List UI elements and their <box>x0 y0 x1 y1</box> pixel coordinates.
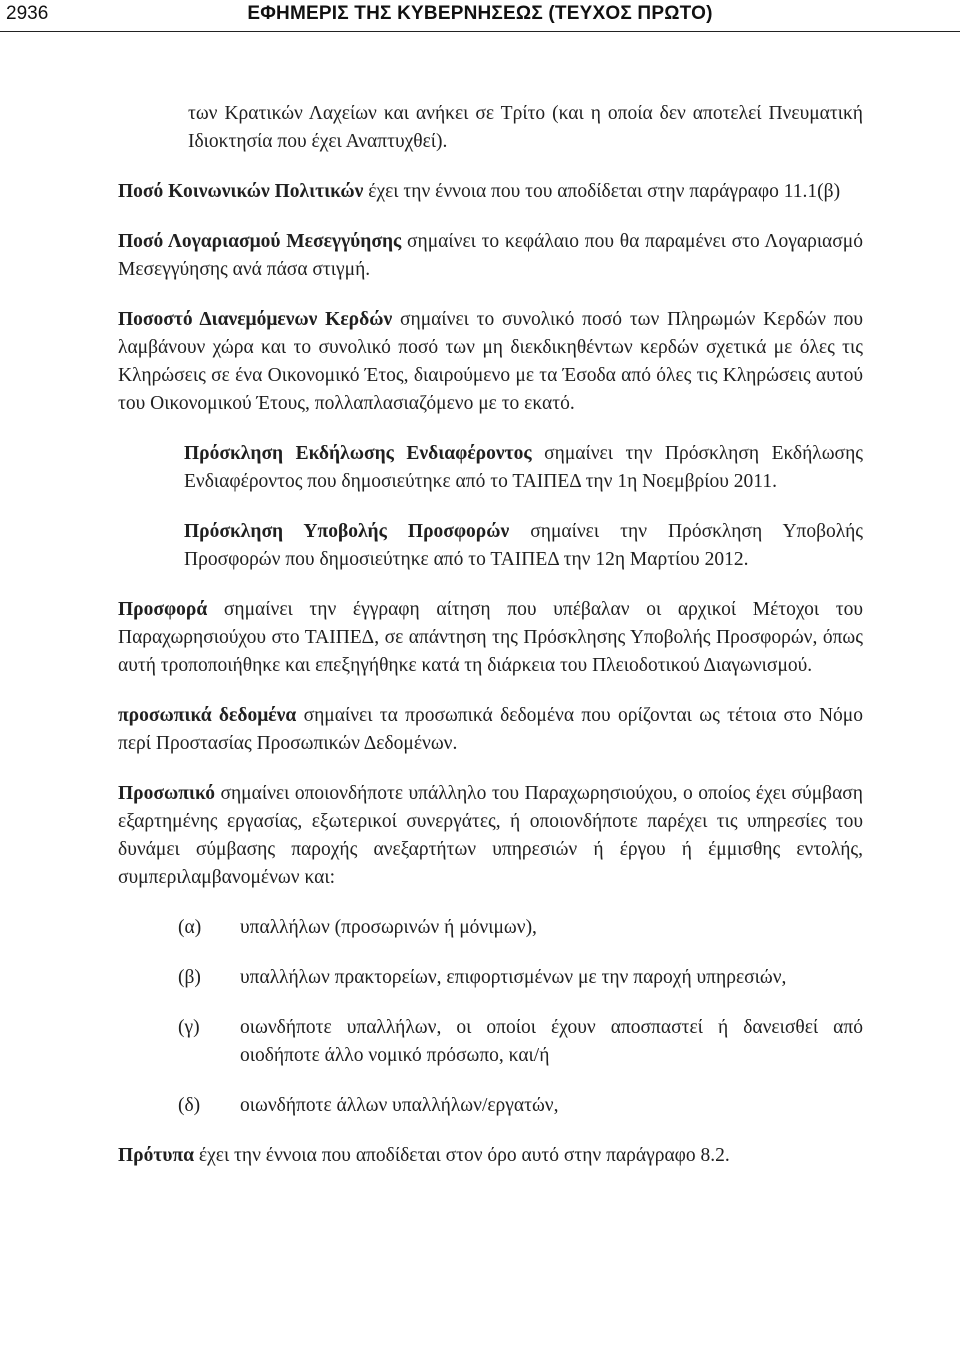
list-item-text: υπαλλήλων (προσωρινών ή μόνιμων), <box>240 917 537 938</box>
list-marker: (β) <box>178 967 201 988</box>
continuation-paragraph: των Κρατικών Λαχείων και ανήκει σε Τρίτο (και η οποία δεν αποτελεί Πνευματική Ιδιοκτησία που έχει Αναπτυχθεί). <box>188 103 863 152</box>
definition-term: Προσφορά <box>118 599 208 620</box>
definition-term: Πρόσκληση Εκδήλωσης Ενδιαφέροντος <box>184 443 532 464</box>
definition-standards <box>118 1142 863 1170</box>
list-item <box>118 964 863 992</box>
list-item <box>118 1092 863 1120</box>
definition-term: Πρότυπα <box>118 1145 195 1166</box>
list-item-text: οιωνδήποτε άλλων υπαλλήλων/εργατών, <box>240 1095 559 1116</box>
definition-text: σημαίνει το κεφάλαιο που θα παραμένει στο Λογαριασμό Μεσεγγύησης ανά πάσα στιγμή. <box>118 231 863 280</box>
definition-term: Ποσό Λογαριασμού Μεσεγγύησης <box>118 231 402 252</box>
page-number: 2936 <box>6 3 49 24</box>
definition-expression-of-interest <box>118 440 863 496</box>
definition-social-policies <box>118 178 863 206</box>
definition-term: Ποσό Κοινωνικών Πολιτικών <box>118 181 364 202</box>
list-item-text: οιωνδήποτε υπαλλήλων, οι οποίοι έχουν αποσπαστεί ή δανεισθεί από οιοδήποτε άλλο νομικό πρόσωπο, και/ή <box>240 1017 863 1066</box>
definition-term: Προσωπικό <box>118 783 215 804</box>
definition-text: σημαίνει οποιονδήποτε υπάλληλο του Παραχωρησιούχου, ο οποίος έχει σύμβαση εξαρτημένης εργασίας, εξωτερικοί συνεργάτες, ή οποιονδήποτε παρέχει τις υπηρεσίες του δυνάμει σύμβασης παροχής ανεξαρτήτων υπηρεσιών ή έργου ή έμμισθης εντολής, συμπεριλαμβανομένων και: <box>118 783 864 888</box>
definition-text: σημαίνει την Πρόσκληση Εκδήλωσης Ενδιαφέροντος που δημοσιεύτηκε από το ΤΑΙΠΕΔ την 1η Νοεμβρίου 2011. <box>184 443 863 492</box>
definition-text: σημαίνει την Πρόσκληση Υποβολής Προσφορών που δημοσιεύτηκε από το ΤΑΙΠΕΔ την 12η Μαρτίου 2012. <box>184 521 864 570</box>
definition-personnel <box>118 780 863 892</box>
list-marker: (α) <box>178 917 202 938</box>
definition-text: σημαίνει την έγγραφη αίτηση που υπέβαλαν οι αρχικοί Μέτοχοι του Παραχωρησιούχου στο ΤΑΙΠΕΔ, σε απάντηση της Πρόσκλησης Υποβολής Προσφορών, όπως αυτή τροποποιήθηκε και επεξηγήθηκε κατά τη διάρκεια του Πλειοδοτικού Διαγωνισμού. <box>118 599 864 676</box>
definition-term: Πρόσκληση Υποβολής Προσφορών <box>184 521 510 542</box>
definition-term: προσωπικά δεδομένα <box>118 705 297 726</box>
definition-text: σημαίνει τα προσωπικά δεδομένα που ορίζονται ως τέτοια στο Νόμο περί Προστασίας Προσωπικών Δεδομένων. <box>118 705 863 754</box>
definition-payout-ratio <box>118 306 863 418</box>
scanned-document <box>118 100 863 1192</box>
personnel-list <box>118 914 863 1120</box>
list-marker: (γ) <box>178 1017 200 1038</box>
list-marker: (δ) <box>178 1095 201 1116</box>
definition-term: Ποσοστό Διανεμόμενων Κερδών <box>118 309 393 330</box>
definition-text: σημαίνει το συνολικό ποσό των Πληρωμών Κερδών που λαμβάνουν χώρα και το συνολικό ποσό των μη διεκδικηθέντων κερδών σχετικά με όλες τις Κληρώσεις σε ένα Οικονομικό Έτος, διαιρούμενο με τα Έσοδα από όλες τις Κληρώσεις αυτού του Οικονομικού Έτους, πολλαπλασιαζόμενο με το εκατό. <box>118 309 864 414</box>
list-item <box>118 914 863 942</box>
definition-offer <box>118 596 863 680</box>
definition-personal-data <box>118 702 863 758</box>
list-item <box>118 1014 863 1070</box>
gazette-title: ΕΦΗΜΕΡΙΣ ΤΗΣ ΚΥΒΕΡΝΗΣΕΩΣ (ΤΕΥΧΟΣ ΠΡΩΤΟ) <box>247 3 713 24</box>
definition-call-for-offers <box>118 518 863 574</box>
list-item-text: υπαλλήλων πρακτορείων, επιφορτισμένων με την παροχή υπηρεσιών, <box>240 967 787 988</box>
running-head <box>0 0 960 32</box>
definition-text: έχει την έννοια που του αποδίδεται στην παράγραφο 11.1(β) <box>368 181 841 202</box>
definition-escrow-amount <box>118 228 863 284</box>
definition-text: έχει την έννοια που αποδίδεται στον όρο αυτό στην παράγραφο 8.2. <box>198 1145 730 1166</box>
